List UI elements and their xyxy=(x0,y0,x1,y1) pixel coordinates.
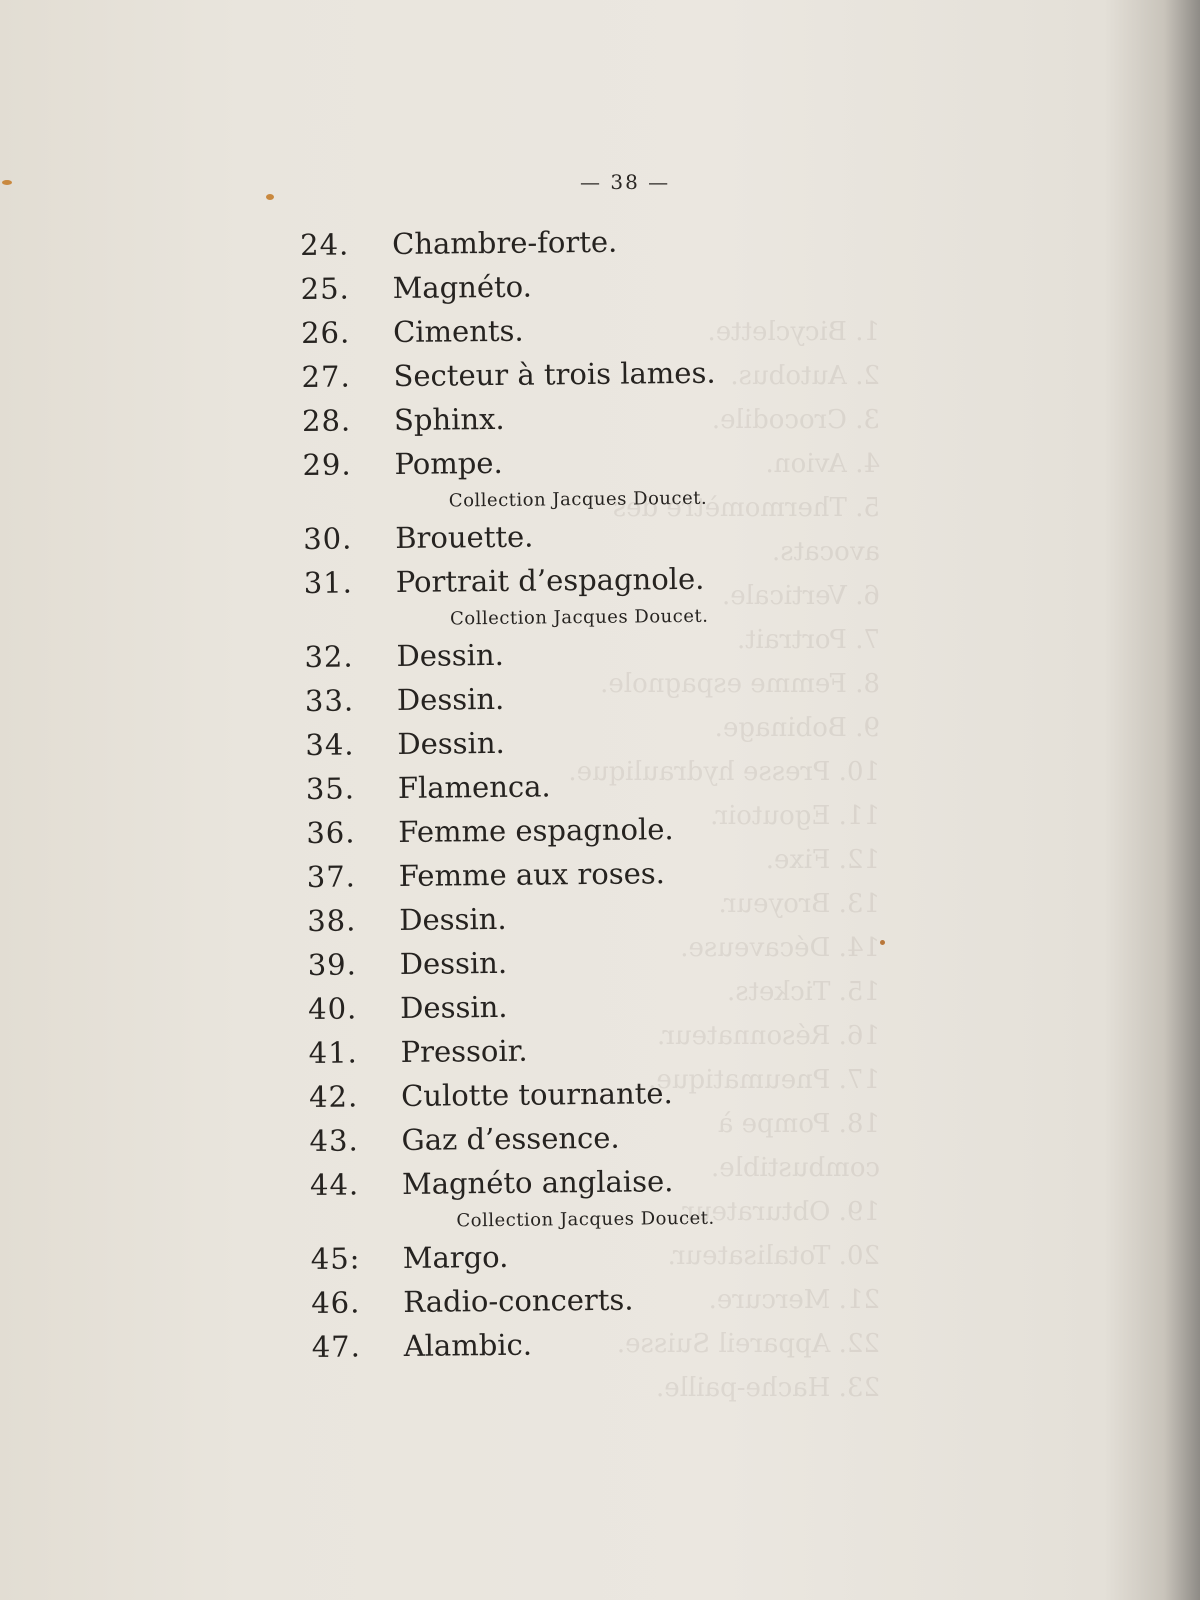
paper-stain xyxy=(2,180,12,185)
item-title: Dessin. xyxy=(399,945,508,981)
item-number: 41. xyxy=(308,1035,358,1070)
collection-note: Collection Jacques Doucet. xyxy=(449,605,709,630)
item-number: 37. xyxy=(306,859,357,894)
list-item xyxy=(300,266,860,316)
list-item xyxy=(307,898,867,948)
item-number: 26. xyxy=(300,315,351,350)
list-item xyxy=(312,1324,872,1374)
item-title: Dessin. xyxy=(396,637,505,674)
item-title: Culotte tournante. xyxy=(400,1076,673,1113)
item-number: 28. xyxy=(301,403,352,438)
item-title: Dessin. xyxy=(396,681,505,718)
item-number: 33. xyxy=(304,683,355,718)
list-item xyxy=(301,310,861,360)
item-title: Flamenca. xyxy=(397,769,551,806)
list-item xyxy=(309,1074,869,1124)
page-number: — 38 — xyxy=(580,170,671,194)
item-number: 46. xyxy=(311,1285,361,1320)
item-number: 35. xyxy=(305,771,356,806)
list-item xyxy=(309,1118,869,1168)
item-number: 39. xyxy=(307,947,358,982)
list-item xyxy=(311,1236,871,1286)
item-number: 29. xyxy=(302,447,352,482)
list-item xyxy=(308,986,868,1036)
item-title: Margo. xyxy=(402,1239,509,1275)
item-title: Gaz d’essence. xyxy=(401,1120,620,1157)
list-item xyxy=(302,442,862,492)
item-title: Dessin. xyxy=(399,901,507,937)
item-title: Dessin. xyxy=(399,989,508,1025)
item-title: Portrait d’espagnole. xyxy=(395,561,705,600)
item-title: Femme espagnole. xyxy=(398,812,674,850)
list-item xyxy=(305,722,865,772)
list-item xyxy=(311,1280,871,1330)
item-number: 47. xyxy=(311,1329,362,1364)
item-number: 44. xyxy=(309,1167,360,1202)
list-item xyxy=(301,354,861,404)
item-number: 43. xyxy=(309,1123,359,1158)
item-title: Pressoir. xyxy=(400,1033,528,1069)
list-item xyxy=(303,516,863,566)
item-title: Femme aux roses. xyxy=(398,856,666,894)
list-item xyxy=(302,398,862,448)
item-number: 25. xyxy=(300,271,350,306)
item-number: 30. xyxy=(303,521,353,556)
artwork-list xyxy=(300,222,872,1374)
collection-note: Collection Jacques Doucet. xyxy=(456,1207,715,1232)
list-item xyxy=(305,678,865,728)
item-title: Chambre-forte. xyxy=(391,224,618,262)
paper-stain xyxy=(880,940,885,945)
list-item xyxy=(308,942,868,992)
list-item xyxy=(307,854,867,904)
item-number: 45: xyxy=(310,1241,361,1276)
list-item xyxy=(306,810,866,860)
item-number: 34. xyxy=(305,727,355,762)
item-number: 36. xyxy=(306,815,356,850)
list-item xyxy=(300,222,860,272)
collection-note: Collection Jacques Doucet. xyxy=(448,487,708,512)
item-title: Dessin. xyxy=(397,725,505,762)
item-number: 40. xyxy=(308,991,358,1026)
show-through-text: 1. Bicyclette. 2. Autobus. 3. Crocodile. 4. Avion. 5. Thermomètre des avocats. 6. Verticale. 7. Portrait. 8. Femme espagnole. 9. Bobinage. 10. Presse hydraulique. 11. Egoutoir. 12. Fixe. 13. Broyeur. 14. Décaveuse. 15. Tickets. 16. Résonnateur. 17. Pneumatique. 18. Pompe à combustible. 19. Obturateur. 20. Totalisateur. 21. Mercure. 22. Appareil Suisse. 23. Hache-paille. xyxy=(568,317,880,1403)
item-number: 32. xyxy=(304,639,354,674)
item-number: 31. xyxy=(303,565,354,600)
list-item xyxy=(308,1030,868,1080)
list-item xyxy=(310,1162,870,1212)
item-number: 24. xyxy=(300,227,350,262)
item-title: Pompe. xyxy=(394,445,503,482)
list-item xyxy=(304,634,864,684)
item-title: Magnéto. xyxy=(392,269,533,306)
item-title: Secteur à trois lames. xyxy=(393,355,716,394)
item-title: Sphinx. xyxy=(393,401,505,438)
item-title: Magnéto anglaise. xyxy=(401,1164,674,1201)
item-number: 42. xyxy=(308,1079,359,1114)
paper-stain xyxy=(266,194,274,200)
item-number: 38. xyxy=(307,903,357,938)
list-item xyxy=(304,560,864,610)
item-number: 27. xyxy=(301,359,351,394)
list-item xyxy=(306,766,866,816)
item-title: Ciments. xyxy=(392,313,524,350)
item-title: Alambic. xyxy=(403,1327,533,1363)
item-title: Brouette. xyxy=(395,519,534,556)
item-title: Radio-concerts. xyxy=(403,1282,634,1319)
